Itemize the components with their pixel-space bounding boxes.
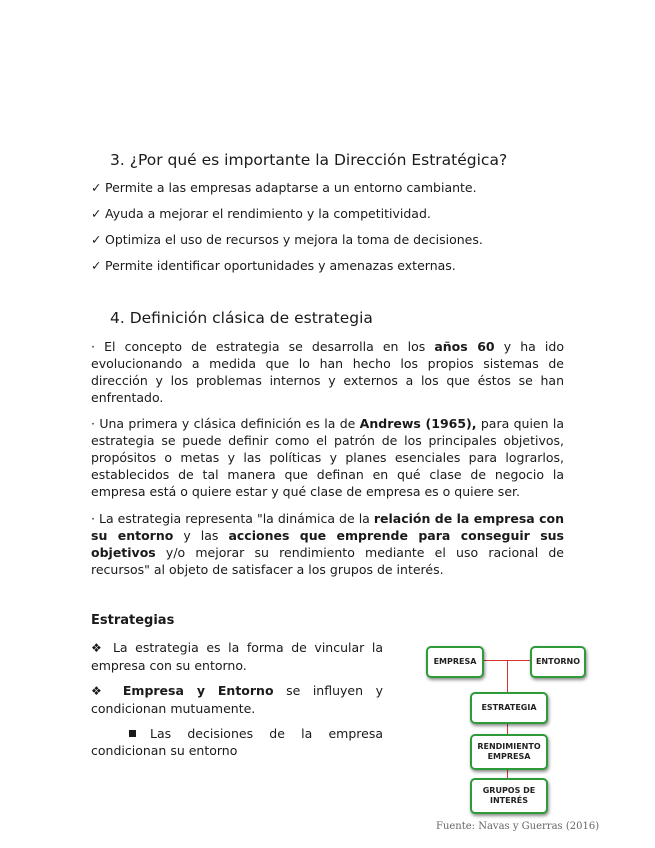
definition-paragraph-3 — [91, 510, 564, 578]
list-item — [91, 232, 483, 258]
list-item-text: Optimiza el uso de recursos y mejora la toma de decisiones. — [105, 232, 483, 247]
bold-span: Andrews (1965), — [359, 416, 477, 431]
importance-list — [91, 180, 483, 284]
strategy-flow-diagram — [420, 640, 590, 820]
grupos-box: GRUPOS DE INTERÉS — [470, 778, 548, 814]
bold-span: Empresa y Entorno — [122, 683, 274, 698]
check-icon: ✓ — [91, 232, 102, 247]
connector-empresa-entorno — [480, 660, 530, 661]
list-item — [91, 258, 483, 284]
definition-paragraph-2 — [91, 415, 564, 500]
entorno-box: ENTORNO — [530, 646, 586, 678]
text-span: para quien la estrategia se puede definir como el patrón de los principales objetivos, propósitos o metas y las políticas y planes esenciales para lograrlos, establecidos de tal manera que definan en qué clase de negocio la empresa está o quiere estar y qué clase de empresa es o quiere ser. — [91, 416, 565, 499]
definition-paragraph-1 — [91, 338, 564, 406]
diamond-bullet-icon: ❖ — [91, 684, 111, 698]
text-span: · El concepto de estrategia se desarrolla en los — [91, 339, 435, 354]
section-3-heading: 3. ¿Por qué es importante la Dirección Estratégica? — [110, 151, 508, 169]
list-item-text: Permite a las empresas adaptarse a un entorno cambiante. — [105, 180, 477, 195]
bold-span: relación de la empresa con su entorno — [91, 511, 564, 543]
diamond-bullet-icon: ❖ — [91, 641, 106, 655]
text-span: Las decisiones de la empresa condicionan su entorno — [91, 726, 383, 758]
connector-to-estrategia — [507, 660, 508, 694]
estrategias-point-2 — [91, 682, 383, 717]
rendimiento-box: RENDIMIENTO EMPRESA — [470, 734, 548, 770]
estrategias-point-1 — [91, 639, 383, 674]
check-icon: ✓ — [91, 180, 102, 195]
estrategia-box: ESTRATEGIA — [470, 692, 548, 724]
bold-span: acciones que emprende para conseguir sus objetivos — [91, 528, 564, 560]
estrategias-heading: Estrategias — [91, 613, 175, 628]
check-icon: ✓ — [91, 258, 102, 273]
estrategias-point-3 — [91, 725, 383, 759]
section-4-heading: 4. Definición clásica de estrategia — [110, 309, 373, 327]
text-span: y las — [173, 528, 229, 543]
text-span: se influyen y condicionan mutuamente. — [91, 683, 383, 716]
list-item — [91, 206, 483, 232]
bold-span: años 60 — [434, 339, 495, 354]
text-span: y/o mejorar su rendimiento mediante el uso racional de recursos" al objeto de satisfacer a los grupos de interés. — [91, 545, 564, 577]
list-item-text: Ayuda a mejorar el rendimiento y la competitividad. — [105, 206, 431, 221]
text-span: · Una primera y clásica definición es la de — [91, 416, 360, 431]
list-item-text: Permite identificar oportunidades y amenazas externas. — [105, 258, 456, 273]
diagram-caption: Fuente: Navas y Guerras (2016) — [436, 821, 600, 832]
text-span: y ha ido evolucionando a medida que lo han hecho los propios sistemas de dirección y los problemas internos y externos a los que éstos se han enfrentado. — [91, 339, 564, 405]
list-item — [91, 180, 483, 206]
text-span: · La estrategia representa "la dinámica de la — [91, 511, 374, 526]
empresa-box: EMPRESA — [426, 646, 484, 678]
text-span: La estrategia es la forma de vincular la empresa con su entorno. — [91, 640, 383, 673]
check-icon: ✓ — [91, 206, 102, 221]
square-bullet-icon — [129, 730, 136, 737]
